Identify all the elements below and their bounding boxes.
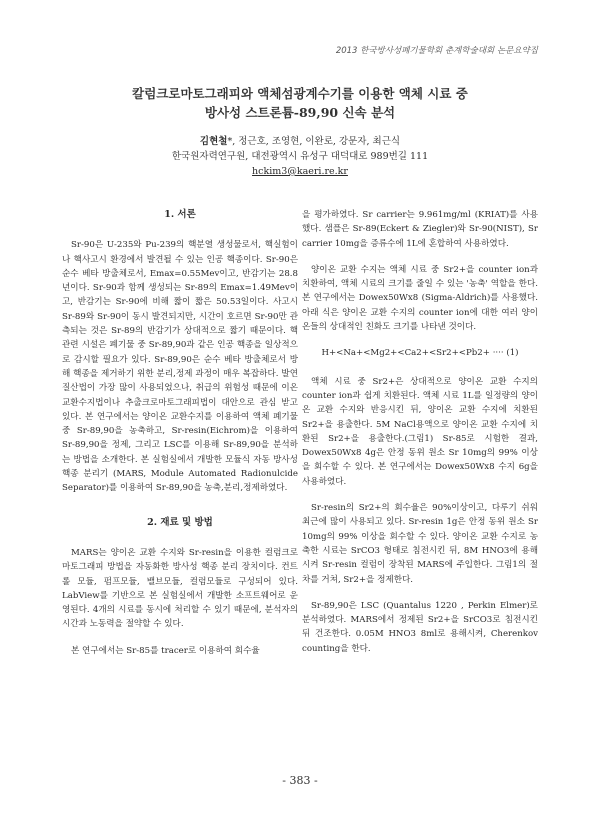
paper-title bbox=[0, 84, 600, 122]
first-author: 김현철 bbox=[199, 136, 228, 147]
tracer-paragraph: 본 연구에서는 Sr-85를 tracer로 이용하여 회수율 bbox=[71, 645, 260, 656]
affiliation: 한국원자력연구원, 대전광역시 유성구 대덕대로 989번길 111 bbox=[171, 151, 429, 162]
page-number: - 383 - bbox=[282, 774, 318, 787]
author-email[interactable]: hckim3@kaeri.re.kr bbox=[252, 166, 348, 177]
co-authors: *, 정근호, 조영현, 이완로, 강문자, 최근식 bbox=[227, 136, 401, 147]
author-block bbox=[0, 134, 600, 179]
section-heading-intro: 1. 서론 bbox=[164, 209, 196, 220]
right-column bbox=[302, 208, 538, 668]
section-heading-methods: 2. 재료 및 방법 bbox=[147, 516, 213, 528]
affinity-equation: H+<Na+<Mg2+<Ca2+<Sr2+<Pb2+ ···· (1) bbox=[321, 348, 519, 359]
left-column bbox=[62, 208, 298, 670]
lsc-paragraph: Sr-89,90은 LSC (Quantalus 1220 , Perkin Elmer)로 분석하였다. MARS에서 정제된 Sr2+을 SrCO3로 침전시킨 뒤 건조한다. 0.05M HNO3 8ml로 용해시켜, Cherenkov counting을 한다. bbox=[302, 600, 538, 654]
sr-resin-paragraph: Sr-resin의 Sr2+의 회수율은 90%이상이고, 다루기 쉬워 최근에 많이 사용되고 있다. Sr-resin 1g은 안정 동위 원소 Sr 10mg의 99% 이상을 회수할 수 있다. 양이온 교환 수지로 농축한 시료는 SrCO3 형태로 침전시킨 뒤, 8M HNO3에 용해시켜 Sr-resin 컬럼이 장착된 MARS에 주입한다. 그림1의 절차를 거쳐, Sr2+을 정제한다. bbox=[302, 503, 538, 585]
carrier-paragraph: 을 평가하였다. Sr carrier는 9.961mg/ml (KRIAT)를 사용했다. 샘플은 Sr-89(Eckert & Ziegler)와 Sr-90(NIST), Sr carrier 10mg을 증류수에 1L에 혼합하여 사용하였다. bbox=[302, 210, 538, 249]
mars-paragraph: MARS는 양이온 교환 수지와 Sr-resin을 이용한 컬럼크로마토그래피 방법을 자동화한 방사성 핵종 분리 장치이다. 컨트롤 모듈, 펌프모듈, 밸브모듈, 컬럼모듈로 구성되어 있다. LabView를 기반으로 본 실험실에서 개발한 소프트웨어로 운영된다. 4개의 시료를 동시에 처리할 수 있기 때문에, 분석자의 시간과 노동력을 절약할 수 있다. bbox=[62, 547, 298, 630]
intro-paragraph: Sr-90은 U-235와 Pu-239의 핵분열 생성물로서, 핵실험이나 핵사고시 환경에서 발견될 수 있는 인공 핵종이다. Sr-90은 순수 베타 방출체로서, Emax=0.55Mev이고, 반감기는 28.8년이다. Sr-90과 함께 생성되는 Sr-89의 Emax=1.49Mev이고, 반감기는 Sr-90에 비해 짧이 짧은 50.53일이다. 사고시 Sr-89와 Sr-90이 동시 발견되지만, 시간이 호르면 Sr-90만 관측되는 것은 Sr-89의 반감기가 상대적으로 짧기 때문이다. 핵관련 시설은 폐기물 중 Sr-89,90과 같은 인공 핵종을 일상적으로 감시할 필요가 있다. Sr-89,90은 순수 베타 방출체로서 방해 핵종을 제거하기 위한 분리,정제 과정이 매우 복잡하다. 발연질산법이 가장 많이 사용되었으나, 취급의 위험성 때문에 이온교환수지법이나 추출크로마토그래피법이 대안으로 관심 받고 있다. 본 연구에서는 양이온 교환수지를 이용하여 액체 폐기물 중 Sr-89,90을 농축하고, Sr-resin(Eichrom)을 이용하여 Sr-89,90을 정제, 그리고 LSC를 이용해 Sr-89,90을 분석하는 방법을 소개한다. 본 실험실에서 개발한 모듈식 자동 방사성핵종 분리기 (MARS, Module Automated Radionulcide Separator)를 이용하여 Sr-89,90을 농축,분리,정제하였다. bbox=[62, 240, 298, 494]
title-line-1: 칼럼크로마토그래피와 액체섬광계수기를 이용한 액체 시료 중 bbox=[132, 86, 468, 101]
title-line-2: 방사성 스트론튬-89,90 신속 분석 bbox=[204, 105, 396, 120]
proceedings-header: 2013 한국방사성폐기물학회 춘계학술대회 논문요약집 bbox=[335, 46, 538, 56]
author-list bbox=[0, 134, 600, 149]
elution-paragraph: 액체 시료 중 Sr2+은 상대적으로 양이온 교환 수지의 counter ion과 쉽게 치환된다. 액체 시료 1L를 일정량의 양이온 교환 수지와 반응시킨 뒤, 양이온 교환 수지에 치환된 Sr2+을 용출한다. 5M NaCl용액으로 양이온 교환 수지에 치환된 Sr2+을 용출한다.(그림1) Sr-85로 시험한 결과, Dowex50Wx8 4g은 안정 동위 원소 Sr 10mg의 99% 이상을 회수할 수 있다. 본 연구에서는 Dowex50Wx8 수지 6g을 사용하였다. bbox=[302, 376, 538, 487]
ion-exchange-paragraph: 양이온 교환 수지는 액체 시료 중 Sr2+을 counter ion과 치환하여, 액체 시료의 크기를 줄일 수 있는 '농축' 역할을 한다. 본 연구에서는 Dowex50Wx8 (Sigma-Aldrich)를 사용했다. 아래 식은 양이온 교환 수지의 counter ion에 대한 여러 양이온들의 상대적인 친화도 크기를 나타낸 것이다. bbox=[302, 264, 538, 333]
